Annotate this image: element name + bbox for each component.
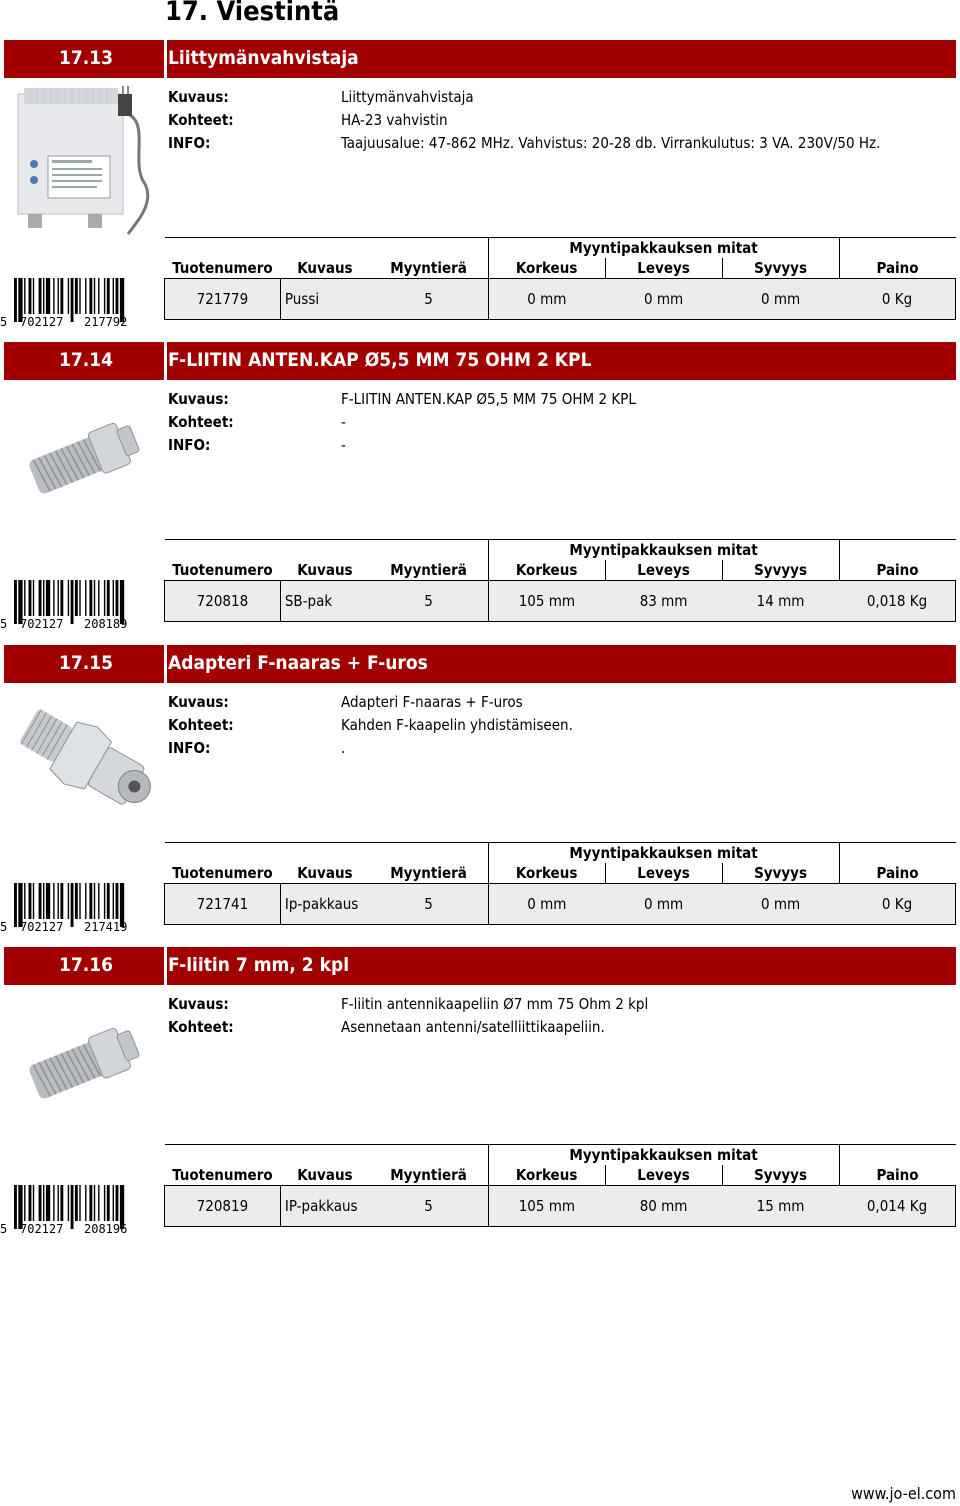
column-header: Myyntierä [390,864,467,882]
f-connector-photo [10,997,160,1131]
column-header: Paino [876,864,919,882]
column-header: Leveys [605,863,722,884]
column-header: Kuvaus [297,1166,353,1184]
barcode [0,883,160,937]
section-title: Adapteri F-naaras + F-uros [168,652,428,674]
section-header [4,342,956,380]
barcode-group-left: 702127 [20,1222,64,1235]
column-header: Tuotenumero [172,864,273,882]
value-kohteet: HA-23 vahvistin [341,111,448,129]
column-header: Korkeus [488,863,605,884]
barcode-bars [0,580,160,630]
section-title: Liittymänvahvistaja [168,47,359,69]
table-cell: 5 [369,581,488,622]
table-cell: 0 mm [488,279,605,320]
header-spacer [165,843,489,864]
column-header: Syvyys [722,1165,839,1186]
spec-table [164,237,956,320]
table-group-header [165,238,956,259]
table-cell: IP-pakkaus [280,1186,369,1227]
table-group-header [165,843,956,864]
page-title: 17. Viestintä [165,0,340,27]
table-cell: 721779 [165,279,281,320]
label-kuvaus: Kuvaus: [168,88,229,106]
table-cell: Pussi [280,279,369,320]
table-column-headers [165,258,956,279]
table-column-headers [165,560,956,581]
section-number: 17.15 [58,652,114,674]
table-row [165,581,956,622]
barcode [0,1185,160,1239]
table-cell: 105 mm [488,581,605,622]
barcode-group-right: 208196 [84,1222,128,1235]
column-header: Leveys [605,560,722,581]
column-header: Leveys [605,258,722,279]
section-number: 17.16 [58,954,114,976]
value-kohteet: Kahden F-kaapelin yhdistämiseen. [341,716,573,734]
header-spacer [839,843,955,864]
table-cell: 5 [369,1186,488,1227]
section-header [4,645,956,683]
value-kohteet: Asennetaan antenni/satelliittikaapeliin. [341,1018,605,1036]
section-divider [164,40,167,78]
label-kohteet: Kohteet: [168,413,234,431]
label-info: INFO: [168,436,211,454]
value-info: - [341,436,346,454]
spec-table [164,1144,956,1227]
column-header: Paino [876,259,919,277]
section-divider [164,342,167,380]
header-group-dimensions: Myyntipakkauksen mitat [488,540,839,561]
section-header [4,947,956,985]
table-cell: 0,014 Kg [839,1186,955,1227]
barcode-bars [0,883,160,933]
amplifier-photo [10,84,160,248]
column-header: Paino [876,1166,919,1184]
column-header: Korkeus [488,560,605,581]
table-cell: 0 mm [722,884,839,925]
barcode-bars [0,1185,160,1235]
header-group-dimensions: Myyntipakkauksen mitat [488,1145,839,1166]
column-header: Kuvaus [297,864,353,882]
table-column-headers [165,1165,956,1186]
column-header: Syvyys [722,560,839,581]
table-cell: 105 mm [488,1186,605,1227]
value-kuvaus: F-LIITIN ANTEN.KAP Ø5,5 MM 75 OHM 2 KPL [341,390,636,408]
table-cell: 0 mm [605,884,722,925]
column-header: Tuotenumero [172,561,273,579]
column-header: Tuotenumero [172,1166,273,1184]
barcode-group-left: 702127 [20,315,64,328]
table-cell: 14 mm [722,581,839,622]
barcode [0,278,160,332]
label-kohteet: Kohteet: [168,716,234,734]
barcode-group-left: 702127 [20,920,64,933]
column-header: Tuotenumero [172,259,273,277]
section-divider [164,947,167,985]
footer-url[interactable]: www.jo-el.com [851,1484,956,1503]
column-header: Myyntierä [390,259,467,277]
column-header: Syvyys [722,863,839,884]
label-kohteet: Kohteet: [168,1018,234,1036]
label-kuvaus: Kuvaus: [168,390,229,408]
table-cell: 15 mm [722,1186,839,1227]
table-row [165,884,956,925]
barcode-digit: 5 [0,315,8,328]
f-connector-photo [10,392,160,526]
column-header: Kuvaus [297,259,353,277]
table-cell: SB-pak [280,581,369,622]
value-kuvaus: F-liitin antennikaapeliin Ø7 mm 75 Ohm 2 kpl [341,995,649,1013]
barcode-group-right: 208189 [84,617,128,630]
section-title: F-liitin 7 mm, 2 kpl [168,954,350,976]
spec-table [164,842,956,925]
table-cell: 5 [369,279,488,320]
header-spacer [165,238,489,259]
column-header: Kuvaus [297,561,353,579]
table-cell: 720819 [165,1186,281,1227]
table-group-header [165,540,956,561]
column-header: Korkeus [488,1165,605,1186]
barcode-group-left: 702127 [20,617,64,630]
value-info: Taajuusalue: 47-862 MHz. Vahvistus: 20-28 db. Virrankulutus: 3 VA. 230V/50 Hz. [341,134,881,152]
value-info: . [341,739,346,757]
table-cell: 0 Kg [839,279,955,320]
table-cell: 80 mm [605,1186,722,1227]
column-header: Korkeus [488,258,605,279]
section-number: 17.13 [58,47,114,69]
column-header: Myyntierä [390,1166,467,1184]
spec-table [164,539,956,622]
barcode [0,580,160,634]
column-header: Paino [876,561,919,579]
table-cell: 0 mm [488,884,605,925]
header-spacer [839,238,955,259]
label-kuvaus: Kuvaus: [168,995,229,1013]
table-row [165,1186,956,1227]
section-number: 17.14 [58,349,114,371]
table-cell: 721741 [165,884,281,925]
table-column-headers [165,863,956,884]
table-cell: 720818 [165,581,281,622]
value-kuvaus: Liittymänvahvistaja [341,88,474,106]
table-cell: 0 Kg [839,884,955,925]
table-cell: 5 [369,884,488,925]
table-cell: 0,018 Kg [839,581,955,622]
column-header: Myyntierä [390,561,467,579]
table-cell: 0 mm [605,279,722,320]
barcode-digit: 5 [0,920,8,933]
table-group-header [165,1145,956,1166]
table-cell: Ip-pakkaus [280,884,369,925]
section-header [4,40,956,78]
section-divider [164,645,167,683]
label-info: INFO: [168,134,211,152]
barcode-group-right: 217419 [84,920,128,933]
column-header: Syvyys [722,258,839,279]
barcode-digit: 5 [0,1222,8,1235]
label-kuvaus: Kuvaus: [168,693,229,711]
label-kohteet: Kohteet: [168,111,234,129]
table-cell: 83 mm [605,581,722,622]
barcode-bars [0,278,160,328]
column-header: Leveys [605,1165,722,1186]
value-kuvaus: Adapteri F-naaras + F-uros [341,693,523,711]
header-spacer [839,540,955,561]
table-row [165,279,956,320]
header-group-dimensions: Myyntipakkauksen mitat [488,843,839,864]
barcode-digit: 5 [0,617,8,630]
header-spacer [839,1145,955,1166]
header-spacer [165,540,489,561]
value-kohteet: - [341,413,346,431]
table-cell: 0 mm [722,279,839,320]
label-info: INFO: [168,739,211,757]
header-spacer [165,1145,489,1166]
section-title: F-LIITIN ANTEN.KAP Ø5,5 MM 75 OHM 2 KPL [168,349,592,371]
barcode-group-right: 217792 [84,315,128,328]
f-adapter-photo [10,693,160,827]
header-group-dimensions: Myyntipakkauksen mitat [488,238,839,259]
